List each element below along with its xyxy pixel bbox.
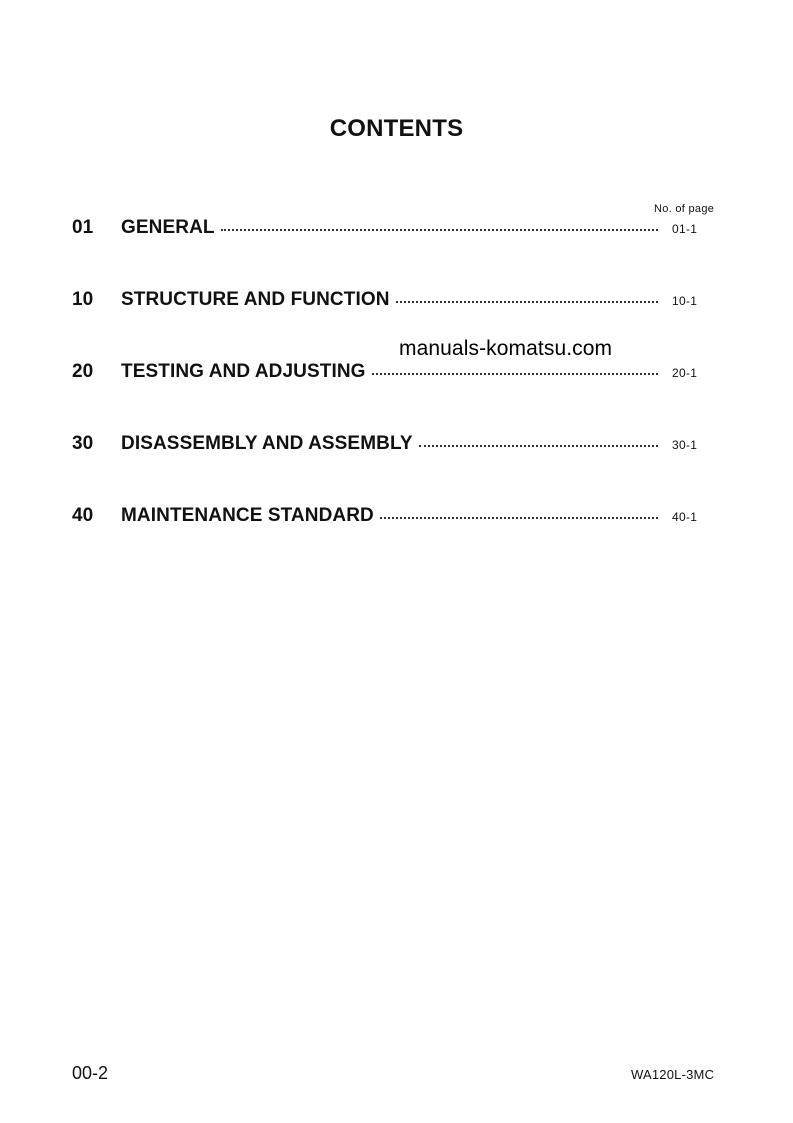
toc-entry-number: 20	[72, 361, 94, 382]
toc-entry-number: 30	[72, 433, 94, 454]
toc-entry-page[interactable]: 30-1	[672, 438, 698, 452]
toc-entry-testing-and-adjusting[interactable]	[72, 361, 712, 387]
toc-entry-disassembly-and-assembly[interactable]	[72, 433, 712, 459]
dot-leader	[221, 229, 658, 231]
toc-entry-title[interactable]: MAINTENANCE STANDARD	[121, 505, 374, 526]
toc-entry-general[interactable]	[72, 217, 712, 243]
toc-entry-number: 40	[72, 505, 94, 526]
toc-entry-structure-and-function[interactable]	[72, 289, 712, 315]
toc-entry-number: 10	[72, 289, 94, 310]
footer-page-number: 00-2	[72, 1063, 109, 1083]
dot-leader	[419, 445, 658, 447]
page-title: CONTENTS	[329, 115, 464, 142]
toc-entry-page[interactable]: 01-1	[672, 222, 698, 236]
toc-entry-title[interactable]: TESTING AND ADJUSTING	[121, 361, 366, 382]
toc-entry-title[interactable]: GENERAL	[121, 217, 215, 238]
toc-entry-page[interactable]: 20-1	[672, 366, 698, 380]
dot-leader	[372, 373, 658, 375]
toc-entry-title[interactable]: DISASSEMBLY AND ASSEMBLY	[121, 433, 413, 454]
toc-entry-maintenance-standard[interactable]	[72, 505, 712, 531]
dot-leader	[396, 301, 658, 303]
toc-entry-page[interactable]: 40-1	[672, 510, 698, 524]
watermark-text: manuals-komatsu.com	[399, 337, 613, 360]
toc-entry-number: 01	[72, 217, 94, 238]
dot-leader	[380, 517, 658, 519]
toc-entry-title[interactable]: STRUCTURE AND FUNCTION	[121, 289, 390, 310]
footer-model-code: WA120L-3MC	[631, 1067, 715, 1082]
page-number-column-header: No. of page	[654, 203, 715, 215]
toc-entry-page[interactable]: 10-1	[672, 294, 698, 308]
